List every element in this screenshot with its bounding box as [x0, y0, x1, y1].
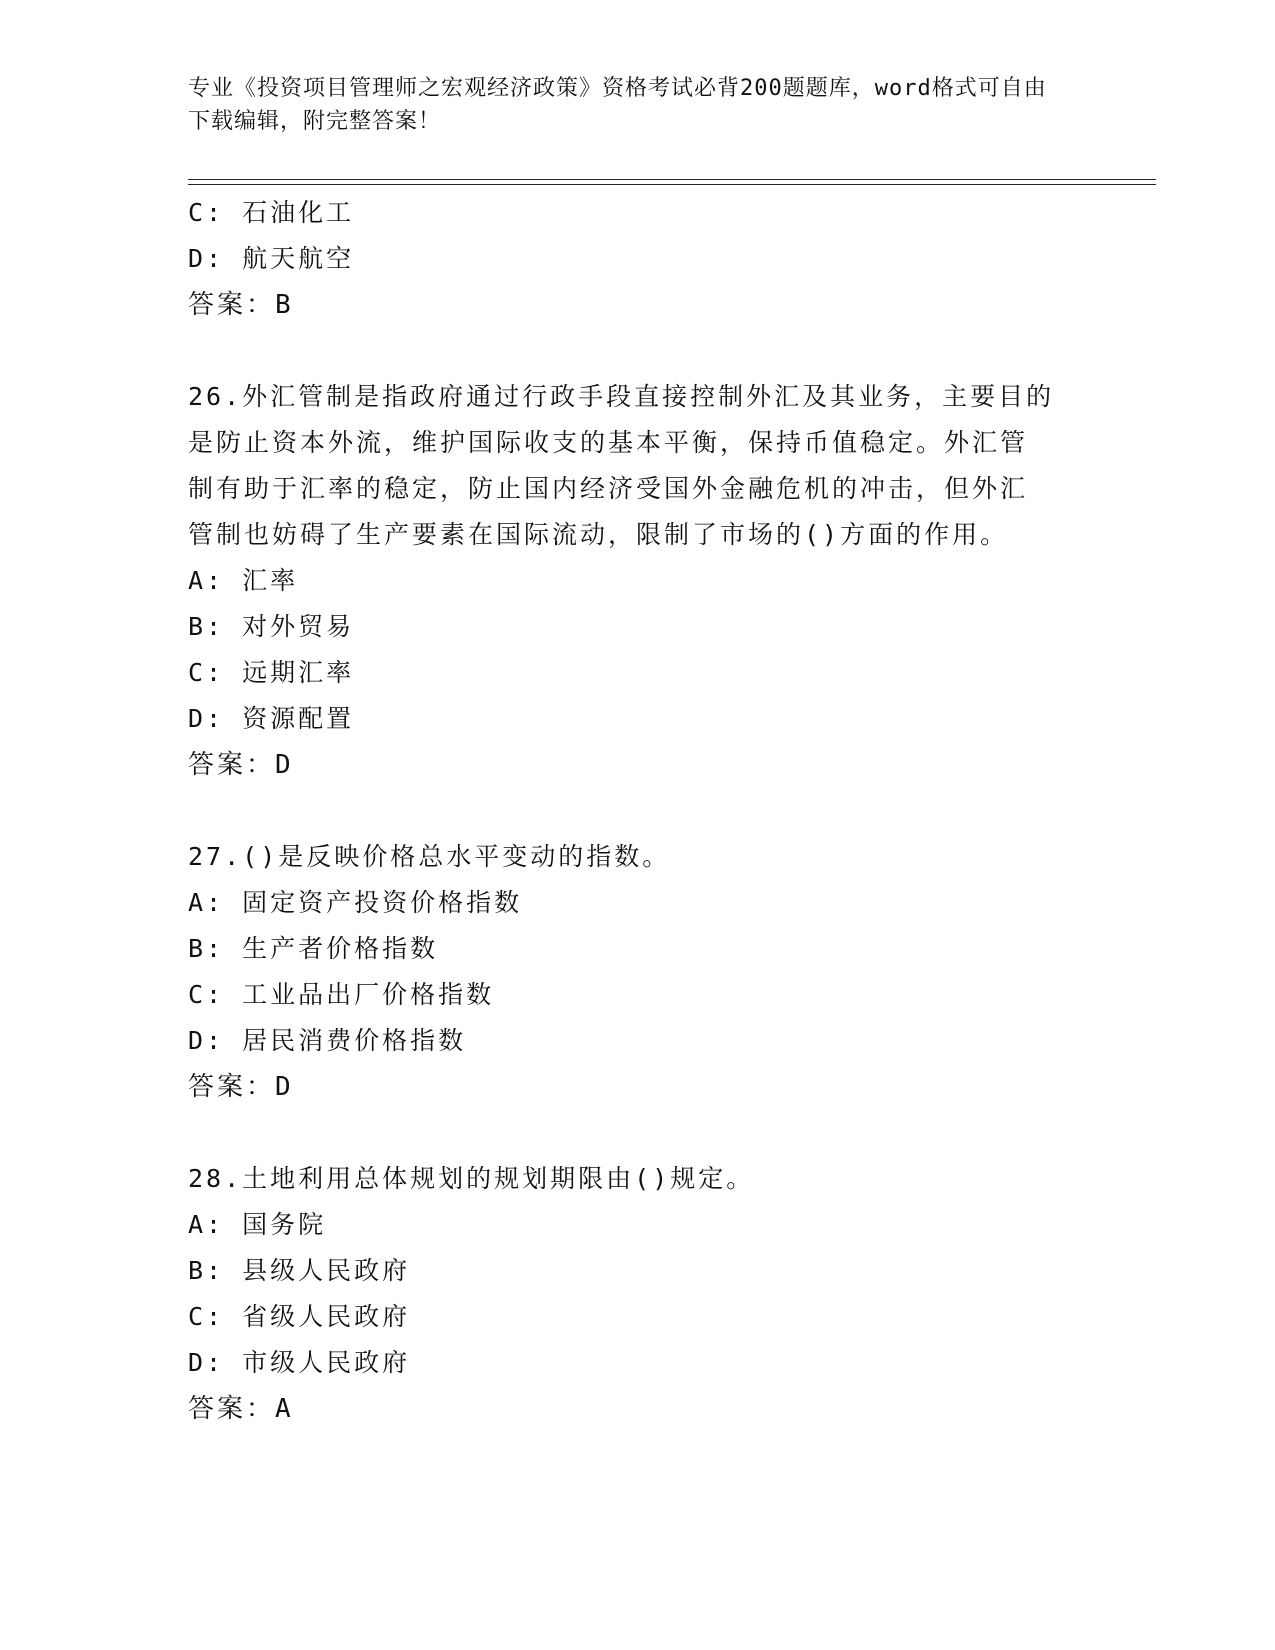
spacer — [188, 328, 1088, 374]
answer-line: 答案：D — [188, 750, 294, 780]
option-label: B: — [188, 1256, 225, 1285]
option-c — [188, 1294, 1088, 1340]
answer-line: 答案：D — [188, 1072, 294, 1102]
option-label: C: — [188, 980, 225, 1009]
option-d — [188, 1018, 1088, 1064]
option-a — [188, 558, 1088, 604]
option-label: A: — [188, 1210, 225, 1239]
question-block — [188, 834, 1088, 1110]
question-stem-line: 制有助于汇率的稳定，防止国内经济受国外金融危机的冲击，但外汇 — [188, 474, 1029, 503]
option-text: 石油化工 — [242, 198, 355, 227]
option-d — [188, 696, 1088, 742]
question-stem-line: 是防止资本外流，维护国际收支的基本平衡，保持币值稳定。外汇管 — [188, 428, 1029, 457]
option-c — [188, 650, 1088, 696]
question-block — [188, 190, 1088, 328]
answer-line: 答案：B — [188, 290, 294, 320]
option-label: D: — [188, 1026, 225, 1055]
question-stem-line: 28.土地利用总体规划的规划期限由()规定。 — [188, 1164, 755, 1193]
option-text: 固定资产投资价格指数 — [242, 888, 523, 917]
option-a — [188, 880, 1088, 926]
spacer — [188, 788, 1088, 834]
option-label: B: — [188, 612, 225, 641]
option-label: C: — [188, 658, 225, 687]
question-block — [188, 374, 1088, 788]
option-text: 省级人民政府 — [242, 1302, 411, 1331]
option-label: A: — [188, 566, 225, 595]
option-text: 远期汇率 — [242, 658, 355, 687]
option-b — [188, 1248, 1088, 1294]
document-header — [188, 72, 1068, 138]
option-text: 工业品出厂价格指数 — [242, 980, 495, 1009]
question-stem-line: 管制也妨碍了生产要素在国际流动，限制了市场的()方面的作用。 — [188, 520, 1009, 549]
option-label: D: — [188, 244, 225, 273]
option-d — [188, 1340, 1088, 1386]
option-c — [188, 190, 1088, 236]
option-c — [188, 972, 1088, 1018]
header-divider-top — [188, 179, 1156, 180]
option-text: 资源配置 — [242, 704, 355, 733]
option-a — [188, 1202, 1088, 1248]
option-label: B: — [188, 934, 225, 963]
option-label: A: — [188, 888, 225, 917]
option-label: D: — [188, 704, 225, 733]
option-label: C: — [188, 198, 225, 227]
option-b — [188, 926, 1088, 972]
option-text: 航天航空 — [242, 244, 355, 273]
option-b — [188, 604, 1088, 650]
option-d — [188, 236, 1088, 282]
answer-line: 答案：A — [188, 1394, 294, 1424]
option-label: D: — [188, 1348, 225, 1377]
option-text: 对外贸易 — [242, 612, 355, 641]
spacer — [188, 1110, 1088, 1156]
option-label: C: — [188, 1302, 225, 1331]
option-text: 县级人民政府 — [242, 1256, 411, 1285]
question-list — [188, 190, 1088, 1432]
header-text: 专业《投资项目管理师之宏观经济政策》资格考试必背200题题库，word格式可自由下载编辑，附完整答案！ — [188, 76, 1047, 134]
question-block — [188, 1156, 1088, 1432]
option-text: 汇率 — [242, 566, 299, 595]
question-stem-line: 26.外汇管制是指政府通过行政手段直接控制外汇及其业务，主要目的 — [188, 382, 1055, 411]
option-text: 国务院 — [242, 1210, 327, 1239]
option-text: 市级人民政府 — [242, 1348, 411, 1377]
question-stem-line: 27.()是反映价格总水平变动的指数。 — [188, 842, 671, 871]
option-text: 生产者价格指数 — [242, 934, 439, 963]
option-text: 居民消费价格指数 — [242, 1026, 467, 1055]
header-divider-bottom — [188, 184, 1156, 185]
